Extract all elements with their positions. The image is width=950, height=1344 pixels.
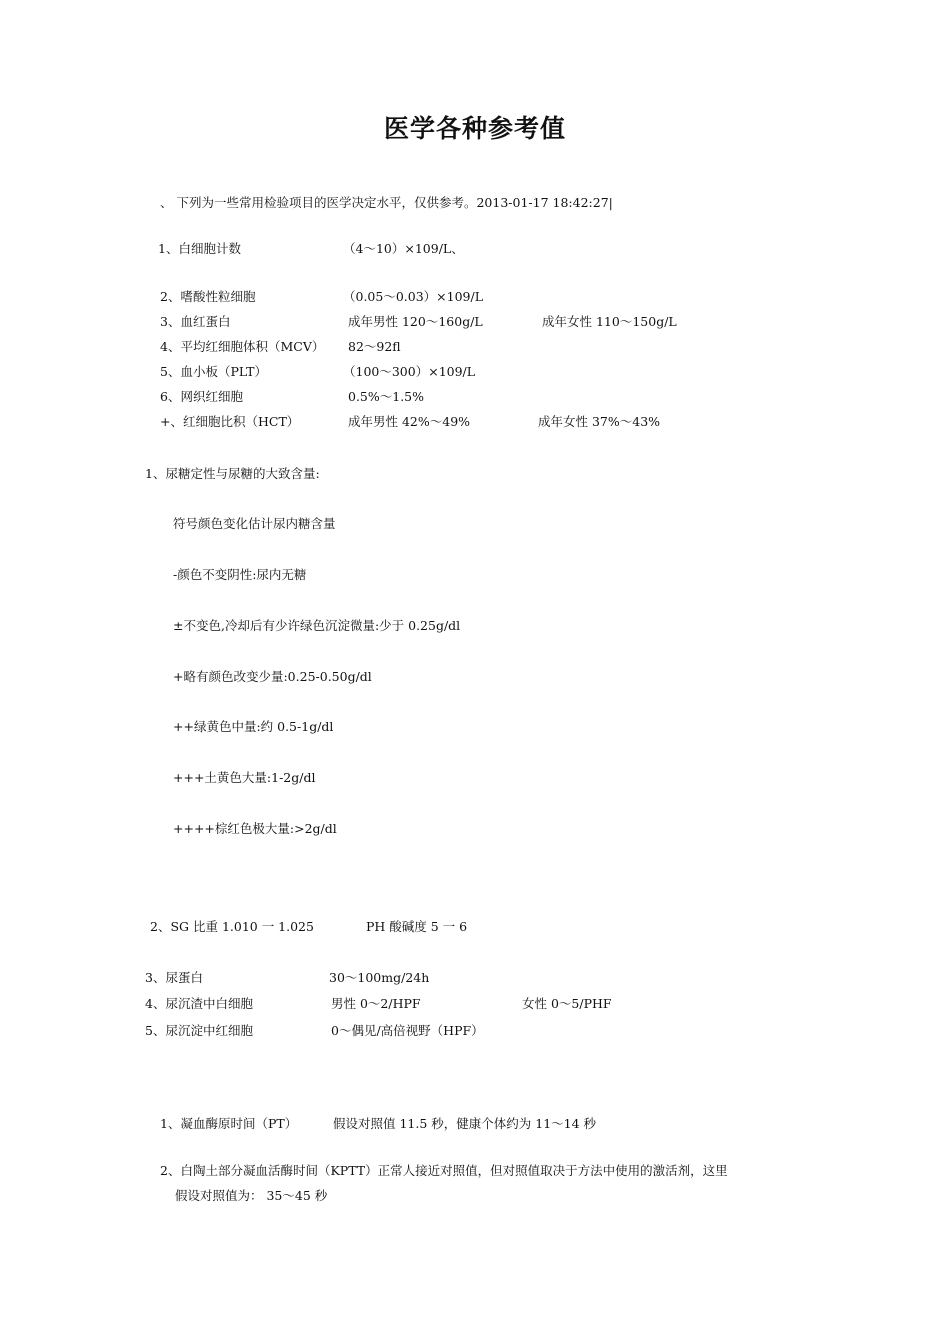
urine-item-label: 5、尿沉淀中红细胞	[145, 1023, 253, 1038]
urine-item-label: 4、尿沉渣中白细胞	[145, 996, 253, 1011]
blood-item-value: 0.5%～1.5%	[348, 389, 425, 404]
urine-sugar-line: 符号颜色变化估计尿内糖含量	[173, 516, 336, 531]
urine-sugar-line: ++++棕红色极大量:>2g/dl	[173, 821, 337, 836]
urine-item-value: 0～偶见/高倍视野（HPF）	[331, 1023, 484, 1038]
blood-item-label: 5、血小板（PLT）	[160, 364, 267, 379]
ph-line: PH 酸碱度 5 一 6	[366, 919, 468, 934]
urine-sugar-line: ±不变色,冷却后有少许绿色沉淀微量:少于 0.25g/dl	[173, 618, 461, 633]
blood-item-value: （4～10）×109/L、	[343, 241, 464, 256]
page-title: 医学各种参考值	[383, 114, 566, 143]
coag-pt-label: 1、凝血酶原时间（PT）	[160, 1116, 298, 1131]
blood-item-value: 成年男性 42%～49%	[348, 414, 471, 429]
blood-item-label: 1、白细胞计数	[158, 241, 241, 256]
urine-item-label: 3、尿蛋白	[145, 970, 203, 985]
urine-item-value: 男性 0～2/HPF	[331, 996, 421, 1011]
blood-item-value: （100～300）×109/L	[343, 364, 476, 379]
urine-sugar-heading: 1、尿糖定性与尿糖的大致含量:	[145, 466, 320, 481]
coag-pt-value: 假设对照值 11.5 秒，健康个体约为 11～14 秒	[333, 1116, 597, 1131]
blood-item-label: 2、嗜酸性粒细胞	[160, 289, 256, 304]
coag-kptt-line: 2、白陶土部分凝血活酶时间（KPTT）正常人接近对照值，但对照值取决于方法中使用的激活剂，这里	[160, 1163, 728, 1178]
urine-sugar-line: +++土黄色大量:1-2g/dl	[173, 770, 316, 785]
urine-sugar-line: +略有颜色改变少量:0.25-0.50g/dl	[173, 669, 372, 684]
coag-kptt-line: 假设对照值为： 35～45 秒	[175, 1188, 328, 1203]
sg-line: 2、SG 比重 1.010 一 1.025	[150, 919, 314, 934]
blood-item-value: 82～92fl	[348, 339, 401, 354]
urine-item-value: 30～100mg/24h	[329, 970, 430, 985]
blood-item-label: 3、血红蛋白	[160, 314, 231, 329]
blood-item-label: +、红细胞比积（HCT）	[160, 414, 300, 429]
blood-item-value-female: 成年女性 110～150g/L	[542, 314, 677, 329]
urine-item-value-female: 女性 0～5/PHF	[522, 996, 612, 1011]
intro-line: 、 下列为一些常用检验项目的医学决定水平，仅供参考。2013-01-17 18:42:27|	[160, 195, 613, 210]
blood-item-label: 4、平均红细胞体积（MCV）	[160, 339, 325, 354]
blood-item-value-female: 成年女性 37%～43%	[538, 414, 661, 429]
urine-sugar-line: ++绿黄色中量:约 0.5-1g/dl	[173, 719, 334, 734]
blood-item-label: 6、网织红细胞	[160, 389, 243, 404]
urine-sugar-line: -颜色不变阴性:尿内无糖	[173, 567, 307, 582]
blood-item-value: （0.05～0.03）×109/L	[343, 289, 484, 304]
blood-item-value: 成年男性 120～160g/L	[348, 314, 483, 329]
